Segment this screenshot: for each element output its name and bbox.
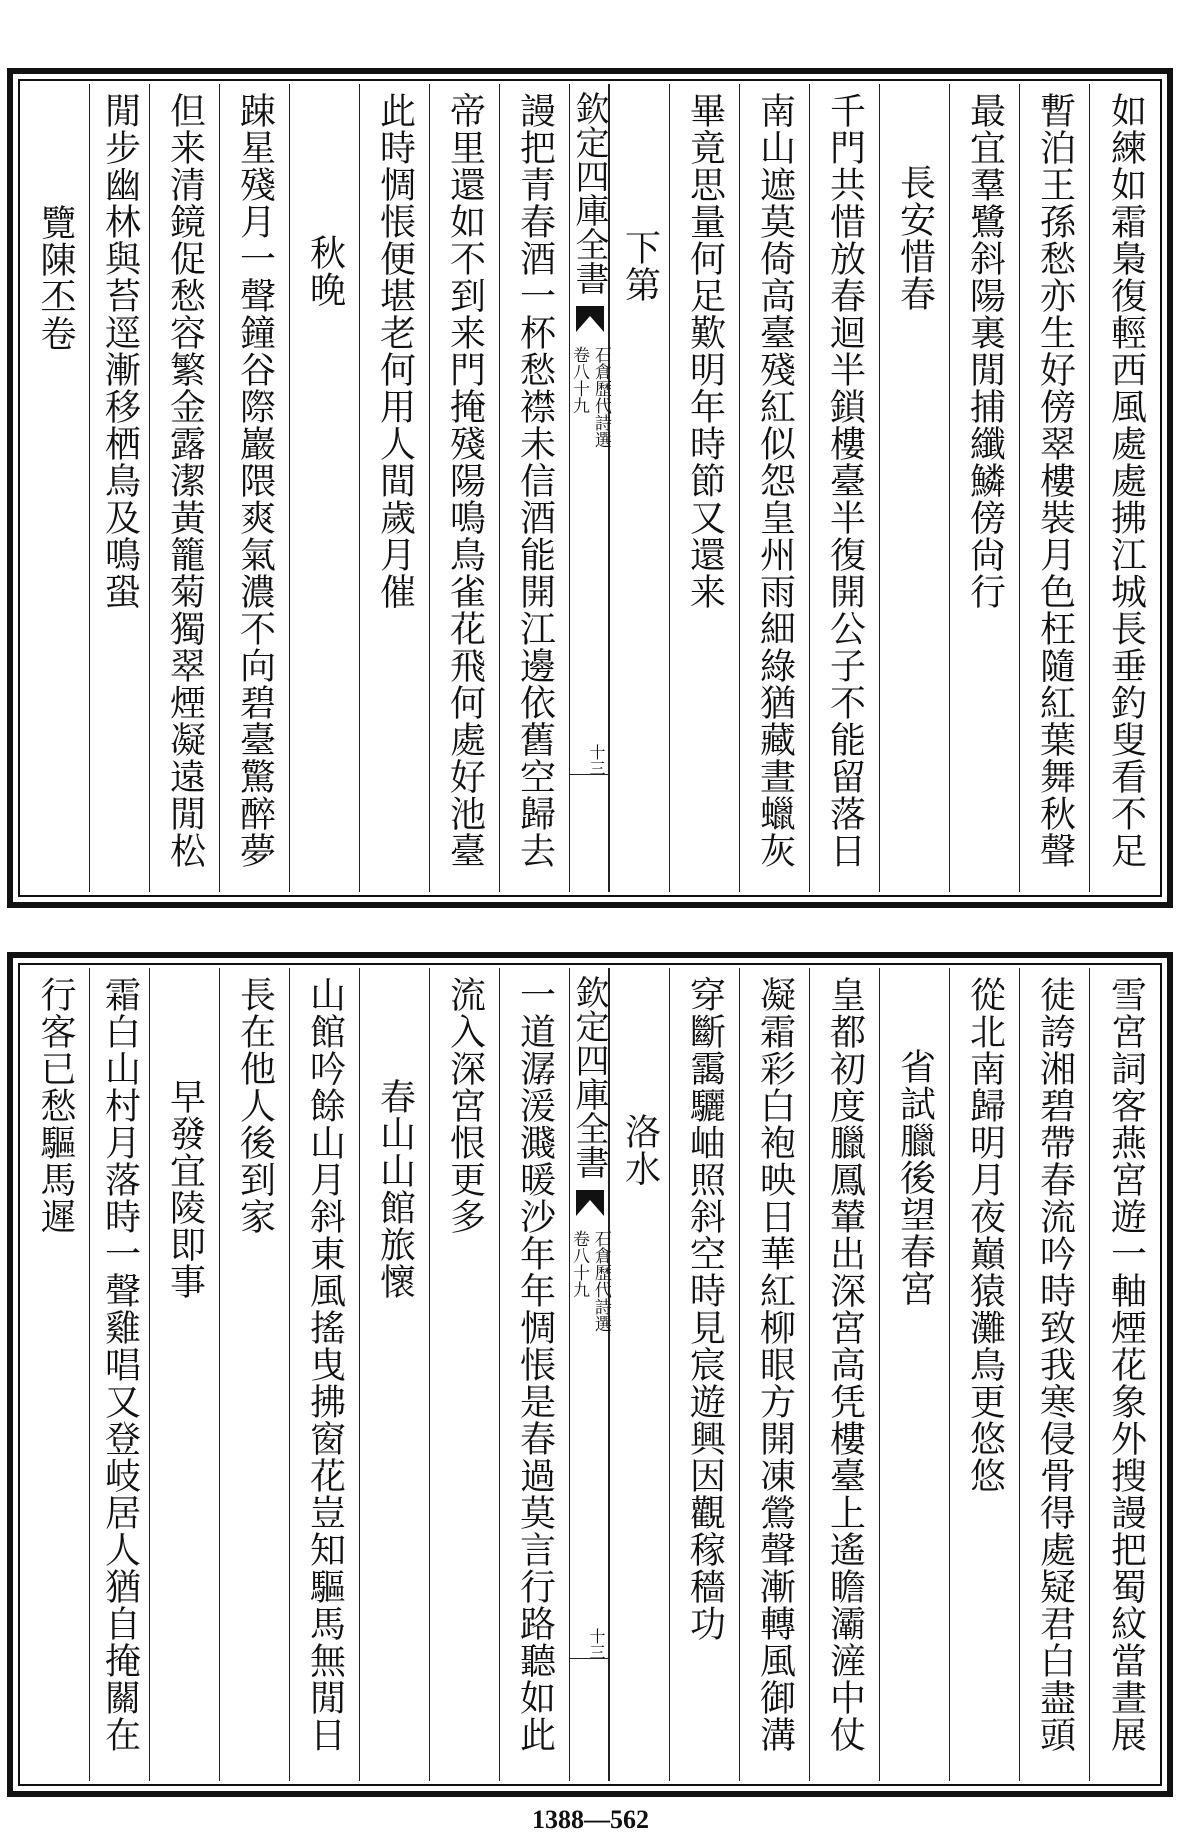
text-column xyxy=(1089,84,1161,892)
poem-title: 下第 xyxy=(619,229,661,303)
fishtail-mark-icon xyxy=(576,1190,604,1216)
text-column xyxy=(949,84,1019,892)
book-title: 石倉歷代詩選 xyxy=(590,346,611,448)
poem-title: 洛水 xyxy=(619,1113,661,1187)
poem-line: 畢竟思量何足歎明年時節又還来 xyxy=(684,92,726,610)
poem-line: 從北南歸明月夜巔猿灘鳥更悠悠 xyxy=(964,976,1006,1494)
text-column xyxy=(359,968,429,1781)
poem-line: 如練如霜梟復輕西風處處拂江城長垂釣叟看不足 xyxy=(1105,92,1147,869)
text-column xyxy=(21,84,89,892)
text-column xyxy=(809,968,879,1781)
poem-line: 山館吟餘山月斜東風搖曳拂窗花豈知驅馬無閒日 xyxy=(304,976,346,1753)
text-column xyxy=(1089,968,1161,1781)
text-column xyxy=(149,84,219,892)
text-column xyxy=(499,968,569,1781)
text-column xyxy=(879,84,949,892)
leaf-number: 十三 xyxy=(587,744,606,776)
poem-line: 暫泊王孫愁亦生好傍翠樓裝月色枉隨紅葉舞秋聲 xyxy=(1034,92,1076,869)
volume-subtitle xyxy=(569,346,611,448)
page-code: 1388—562 xyxy=(532,1805,649,1834)
text-column xyxy=(219,968,289,1781)
text-column xyxy=(739,84,809,892)
center-fold-column xyxy=(569,968,609,1781)
text-column xyxy=(499,84,569,892)
poem-line: 謾把青春酒一杯愁襟未信酒能開江邊依舊空歸去 xyxy=(514,92,556,869)
text-column xyxy=(89,968,149,1781)
text-column xyxy=(809,84,879,892)
text-column xyxy=(429,968,499,1781)
text-column xyxy=(669,84,739,892)
text-column xyxy=(739,968,809,1781)
poem-line: 行客已愁驅馬遲 xyxy=(35,976,76,1235)
poem-line: 閒步幽林與苔逕漸移栖鳥及鳴蛩 xyxy=(99,92,141,610)
book-title: 石倉歷代詩選 xyxy=(590,1230,611,1332)
text-column xyxy=(219,84,289,892)
text-column xyxy=(289,84,359,892)
poem-title: 秋晚 xyxy=(304,234,346,308)
poem-line: 但来清鏡促愁容繁金露潔黃籠菊獨翠煙凝遠閒松 xyxy=(164,92,206,869)
series-title: 欽定四庫全書 xyxy=(569,975,609,1179)
text-column xyxy=(1019,84,1089,892)
text-column xyxy=(289,968,359,1781)
poem-line: 穿斷靄驪岫照斜空時見宸遊興因觀稼穡功 xyxy=(684,976,726,1642)
fishtail-mark-icon xyxy=(576,306,604,332)
poem-line: 千門共惜放春迴半鎖樓臺半復開公子不能留落日 xyxy=(824,92,866,869)
divider xyxy=(570,774,608,775)
poem-title: 早發宜陵即事 xyxy=(164,1078,206,1300)
volume-subtitle xyxy=(569,1230,611,1332)
volume-number: 卷八十九 xyxy=(569,346,589,414)
text-column xyxy=(609,968,669,1781)
text-column xyxy=(669,968,739,1781)
poem-line: 凝霜彩白袍映日華紅柳眼方開凍鶯聲漸轉風御溝 xyxy=(754,976,796,1753)
poem-line: 徒誇湘碧帶春流吟時致我寒侵骨得處疑君白盡頭 xyxy=(1034,976,1076,1753)
poem-title: 春山山館旅懷 xyxy=(374,1078,416,1300)
poem-line: 最宜羣鷺斜陽裏閒捕纖鱗傍尙行 xyxy=(964,92,1006,610)
text-column xyxy=(89,84,149,892)
poem-line: 此時惆悵便堪老何用人間歲月催 xyxy=(374,92,416,610)
text-column xyxy=(879,968,949,1781)
divider xyxy=(570,1658,608,1659)
poem-line: 雪宮詞客燕宮遊一軸煙花象外搜謾把蜀紋當晝展 xyxy=(1105,976,1147,1753)
text-column xyxy=(149,968,219,1781)
series-title: 欽定四庫全書 xyxy=(569,91,609,295)
text-column xyxy=(359,84,429,892)
poem-line: 一道潺湲濺暖沙年年惆悵是春過莫言行路聽如此 xyxy=(514,976,556,1753)
text-column xyxy=(21,968,89,1781)
bottom-page xyxy=(7,952,1173,1797)
poem-line: 帝里還如不到来門掩殘陽鳴鳥雀花飛何處好池臺 xyxy=(444,92,486,869)
poem-line: 長在他人後到家 xyxy=(234,976,276,1235)
text-column xyxy=(1019,968,1089,1781)
leaf-number: 十三 xyxy=(587,1628,606,1660)
top-page xyxy=(7,68,1173,908)
poem-line: 南山遮莫倚高臺殘紅似怨皇州雨細綠猶藏晝蠟灰 xyxy=(754,92,796,869)
poem-line: 流入深宮恨更多 xyxy=(444,976,486,1235)
poem-title: 長安惜春 xyxy=(894,164,936,312)
text-column xyxy=(609,84,669,892)
text-column xyxy=(949,968,1019,1781)
text-column xyxy=(429,84,499,892)
poem-title: 覽陳丕卷 xyxy=(35,204,76,352)
volume-number: 卷八十九 xyxy=(569,1230,589,1298)
poem-line: 踈星殘月一聲鐘谷際巖隈爽氣濃不向碧臺驚醉夢 xyxy=(234,92,276,869)
center-fold-column xyxy=(569,84,609,892)
poem-line: 霜白山村月落時一聲雞唱又登岐居人猶自掩關在 xyxy=(99,976,141,1753)
poem-title: 省試臘後望春宮 xyxy=(894,1048,936,1307)
poem-line: 皇都初度臘鳳輦出深宮高凭樓臺上遙瞻灞滻中仗 xyxy=(824,976,866,1753)
